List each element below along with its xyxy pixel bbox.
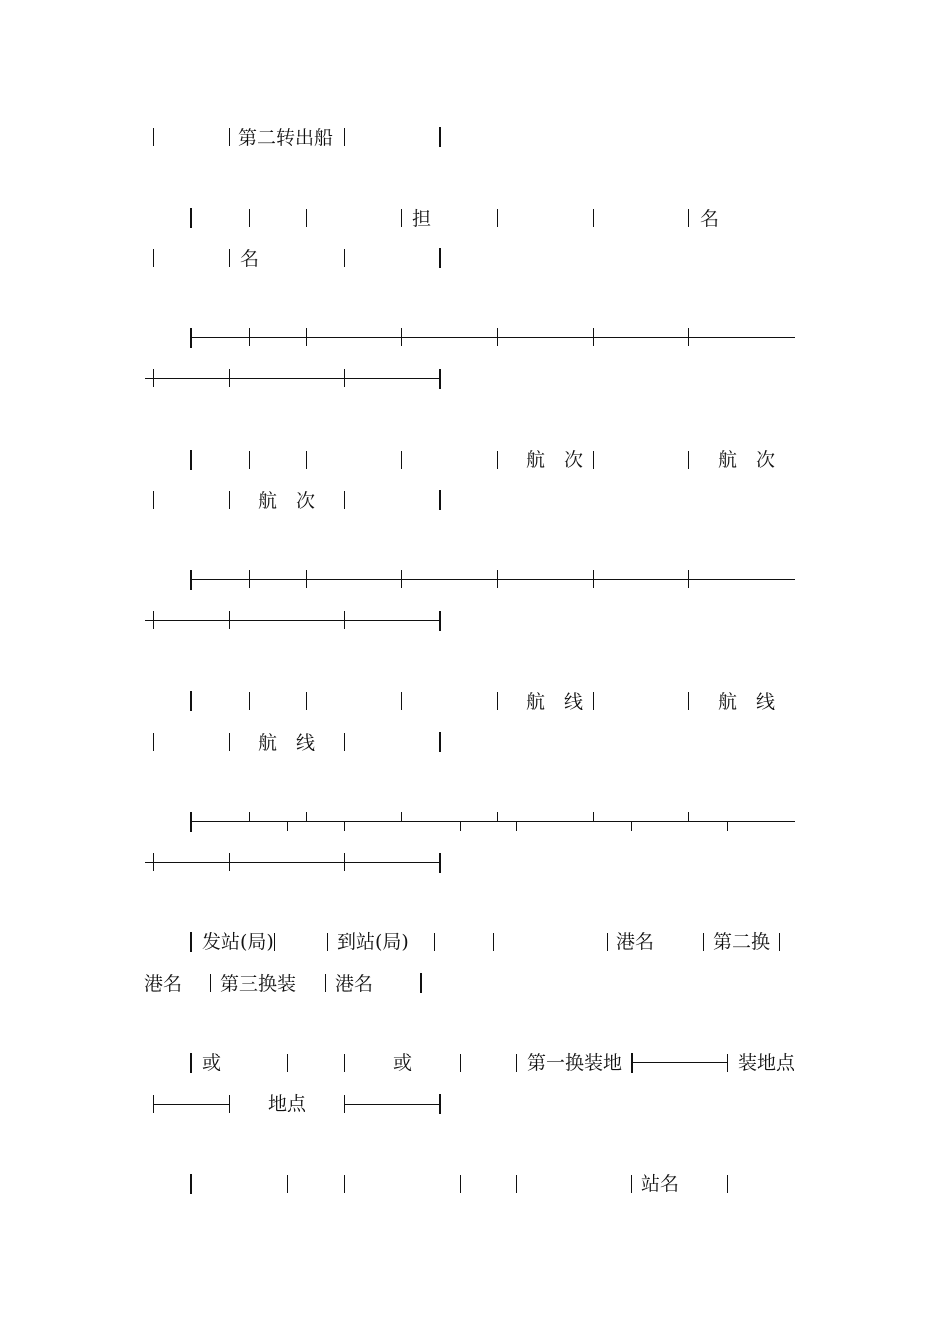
divider-tick (153, 369, 154, 387)
depart-station-label: 发站(局) (202, 931, 274, 953)
col-bar (327, 933, 328, 951)
divider-tick-down (516, 822, 517, 831)
divider-tick (688, 328, 689, 346)
col-bar (153, 491, 154, 509)
dan-label: 担 (412, 208, 432, 230)
col-bar (344, 1175, 345, 1193)
col-bar (190, 1053, 192, 1073)
col-bar (497, 451, 498, 469)
col-bar (229, 733, 230, 751)
load-place-label: 装地点 (738, 1052, 796, 1074)
col-bar (401, 692, 402, 710)
col-bar (703, 933, 704, 951)
col-bar (325, 974, 326, 992)
divider-tick-up (401, 812, 402, 821)
col-bar (420, 973, 422, 993)
divider-line (145, 620, 441, 621)
col-bar (439, 490, 441, 510)
divider-tick (497, 570, 498, 588)
place-label: 地点 (268, 1093, 307, 1115)
col-bar (607, 933, 608, 951)
divider-bar (190, 812, 192, 832)
col-bar (274, 933, 275, 951)
col-bar (593, 692, 594, 710)
divider-tick-down (460, 822, 461, 831)
col-bar (190, 450, 192, 470)
divider-line (631, 1062, 728, 1063)
col-bar (439, 248, 441, 268)
divider-line (344, 1104, 441, 1105)
port-name-label: 港名 (335, 973, 374, 995)
col-bar (287, 1175, 288, 1193)
col-bar (439, 127, 441, 147)
divider-tick (229, 1095, 230, 1113)
second-transfer-ship-label: 第二转出船 (238, 127, 334, 149)
ming-label: 名 (240, 248, 260, 270)
col-bar (439, 732, 441, 752)
divider-tick (344, 611, 345, 629)
divider-tick (153, 611, 154, 629)
divider-bar (439, 853, 441, 873)
divider-tick (688, 570, 689, 588)
divider-tick (593, 570, 594, 588)
col-bar (344, 249, 345, 267)
col-bar (516, 1054, 517, 1072)
divider-line (190, 337, 795, 338)
station-name-label: 站名 (641, 1173, 680, 1195)
arrive-station-label: 到站(局) (337, 931, 409, 953)
col-bar (210, 974, 211, 992)
divider-tick (306, 328, 307, 346)
divider-line (145, 378, 441, 379)
col-bar (249, 451, 250, 469)
col-bar (727, 1054, 728, 1072)
col-bar (153, 249, 154, 267)
divider-bar (439, 1094, 441, 1114)
col-bar (306, 209, 307, 227)
col-bar (249, 209, 250, 227)
divider-tick-down (727, 822, 728, 831)
col-bar (287, 1054, 288, 1072)
divider-tick-down (344, 822, 345, 831)
divider-tick (229, 853, 230, 871)
divider-tick (306, 570, 307, 588)
divider-tick (153, 853, 154, 871)
route-label: 航 线 (718, 691, 776, 713)
divider-line (145, 862, 441, 863)
col-bar (493, 933, 494, 951)
col-bar (229, 128, 230, 146)
col-bar (229, 491, 230, 509)
col-bar (401, 451, 402, 469)
divider-tick (497, 328, 498, 346)
col-bar (434, 933, 435, 951)
voyage-label: 航 次 (258, 490, 316, 512)
col-bar (727, 1175, 728, 1193)
first-transfer-place-label: 第一换装地 (527, 1052, 623, 1074)
or-label: 或 (393, 1052, 413, 1074)
col-bar (344, 491, 345, 509)
divider-bar (190, 328, 192, 348)
col-bar (631, 1175, 632, 1193)
divider-tick (401, 328, 402, 346)
col-bar (153, 128, 154, 146)
col-bar (190, 932, 192, 952)
port-name-label: 港名 (144, 973, 183, 995)
col-bar (344, 1054, 345, 1072)
divider-tick (249, 328, 250, 346)
divider-tick-down (287, 822, 288, 831)
divider-tick (593, 328, 594, 346)
voyage-label: 航 次 (526, 449, 584, 471)
col-bar (306, 451, 307, 469)
col-bar (344, 128, 345, 146)
col-bar (593, 209, 594, 227)
divider-tick (344, 853, 345, 871)
col-bar (306, 692, 307, 710)
divider-tick-up (688, 812, 689, 821)
divider-line (190, 579, 795, 580)
route-label: 航 线 (526, 691, 584, 713)
or-label: 或 (202, 1052, 222, 1074)
divider-tick (249, 570, 250, 588)
col-bar (344, 733, 345, 751)
divider-bar (439, 611, 441, 631)
col-bar (460, 1175, 461, 1193)
col-bar (516, 1175, 517, 1193)
divider-tick-down (631, 822, 632, 831)
col-bar (460, 1054, 461, 1072)
col-bar (401, 209, 402, 227)
divider-bar (190, 570, 192, 590)
divider-line (153, 1104, 230, 1105)
divider-tick (344, 369, 345, 387)
col-bar (688, 451, 689, 469)
col-bar (249, 692, 250, 710)
voyage-label: 航 次 (718, 449, 776, 471)
divider-tick-up (249, 812, 250, 821)
divider-bar (439, 369, 441, 389)
divider-line (190, 821, 795, 822)
col-bar (497, 209, 498, 227)
divider-tick (401, 570, 402, 588)
col-bar (779, 933, 780, 951)
col-bar (688, 692, 689, 710)
divider-tick-up (306, 812, 307, 821)
col-bar (593, 451, 594, 469)
col-bar (631, 1053, 633, 1073)
port-name-label: 港名 (616, 931, 655, 953)
col-bar (190, 691, 192, 711)
ming-label: 名 (700, 208, 720, 230)
divider-tick-up (497, 812, 498, 821)
divider-tick (229, 611, 230, 629)
col-bar (688, 209, 689, 227)
divider-tick (229, 369, 230, 387)
col-bar (190, 208, 192, 228)
divider-tick-up (593, 812, 594, 821)
third-transfer-load-label: 第三换装 (220, 973, 297, 995)
col-bar (497, 692, 498, 710)
second-transfer-label: 第二换 (713, 931, 771, 953)
route-label: 航 线 (258, 732, 316, 754)
col-bar (229, 249, 230, 267)
col-bar (190, 1174, 192, 1194)
col-bar (153, 733, 154, 751)
